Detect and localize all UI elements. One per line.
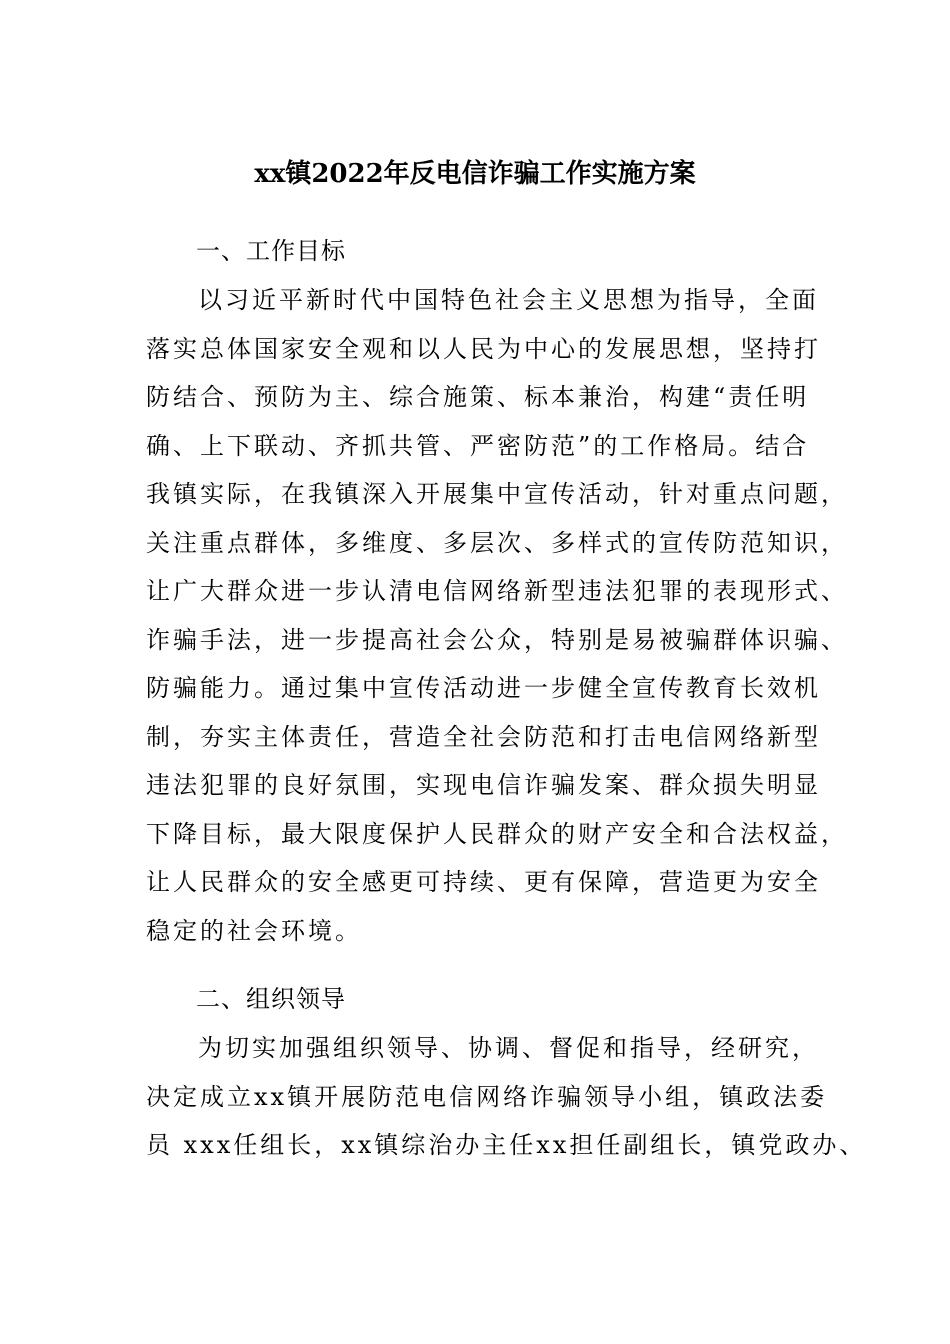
document-title: xx镇2022年反电信诈骗工作实施方案 <box>254 159 696 189</box>
section-heading-organization-leadership: 二、组织领导 <box>196 985 346 1013</box>
paragraph-line: 落实总体国家安全观和以人民为中心的发展思想，坚持打 <box>146 334 821 363</box>
paragraph-line: 让人民群众的安全感更可持续、更有保障，营造更为安全 <box>146 868 821 896</box>
paragraph-line: 关注重点群体，多维度、多层次、多样式的宣传防范知识， <box>146 528 848 557</box>
section-heading-work-goals: 一、工作目标 <box>196 237 346 265</box>
paragraph-line: 让广大群众进一步认清电信网络新型违法犯罪的表现形式、 <box>146 577 848 605</box>
paragraph-line: 确、上下联动、齐抓共管、严密防范”的工作格局。结合 <box>146 431 810 460</box>
section-paragraph-work-goals <box>146 276 848 955</box>
paragraph-line: 以习近平新时代中国特色社会主义思想为指导，全面 <box>198 286 819 314</box>
paragraph-line: 员 xxx任组长，xx镇综治办主任xx担任副组长，镇党政办、 <box>146 1131 867 1159</box>
paragraph-line: 我镇实际，在我镇深入开展集中宣传活动，针对重点问题， <box>146 480 848 508</box>
section-paragraph-organization-leadership <box>146 1024 867 1170</box>
paragraph-line: 决定成立xx镇开展防范电信网络诈骗领导小组，镇政法委 <box>146 1082 828 1111</box>
paragraph-line: 为切实加强组织领导、协调、督促和指导，经研究， <box>198 1034 819 1062</box>
paragraph-line: 防结合、预防为主、综合施策、标本兼治，构建“责任明 <box>146 383 810 411</box>
paragraph-line: 稳定的社会环境。 <box>146 916 362 945</box>
paragraph-line: 违法犯罪的良好氛围，实现电信诈骗发案、群众损失明显 <box>146 771 821 799</box>
paragraph-line: 诈骗手法，进一步提高社会公众，特别是易被骗群体识骗、 <box>146 625 848 654</box>
paragraph-line: 下降目标，最大限度保护人民群众的财产安全和合法权益， <box>146 819 848 848</box>
paragraph-line: 制，夯实主体责任，营造全社会防范和打击电信网络新型 <box>146 722 821 751</box>
paragraph-line: 防骗能力。通过集中宣传活动进一步健全宣传教育长效机 <box>146 674 821 702</box>
